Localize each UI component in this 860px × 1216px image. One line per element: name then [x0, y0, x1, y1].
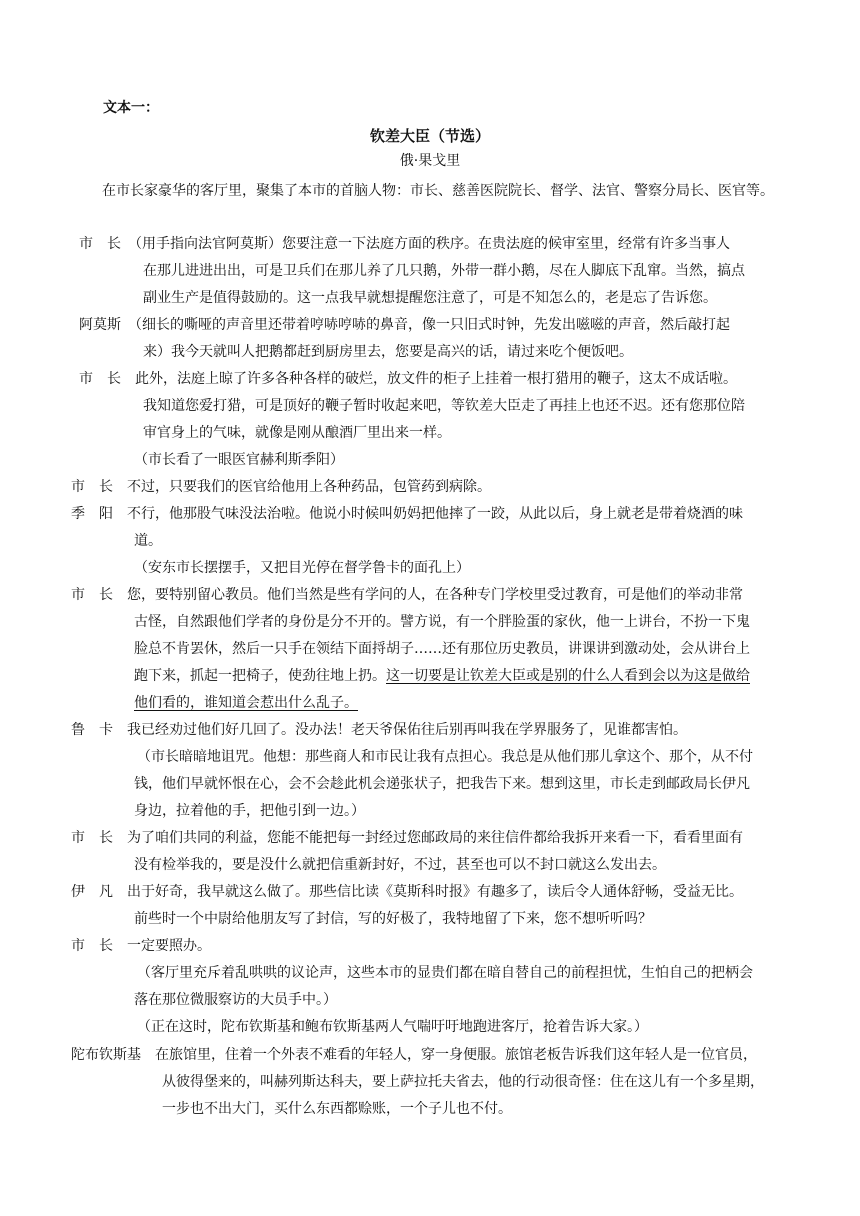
dialogue-line: 副业生产是值得鼓励的。这一点我早就想提醒您注意了，可是不知怎么的，老是忘了告诉您。: [143, 290, 717, 306]
dialogue-line: 从彼得堡来的，叫赫列斯达科夫，要上萨拉托夫省去，他的行动很奇怪：住在这儿有一个多星期，: [162, 1074, 764, 1090]
stage-direction: （客厅里充斥着乱哄哄的议论声，这些本市的显贵们都在暗自替自己的前程担忧，生怕自己的把柄会: [137, 965, 753, 981]
dialogue-line: 在那儿进进出出，可是卫兵们在那儿养了几只鹅，外带一群小鹅，尽在人脚底下乱窜。当然，搞点: [143, 263, 745, 279]
text-label: 文本一：: [103, 100, 159, 116]
dialogue-line: 古怪，自然跟他们学者的身份是分不开的。譬方说，有一个胖脸蛋的家伙，他一上讲台，不扮一下鬼: [134, 614, 750, 630]
dialogue-line: 季 阳 不行，他那股气味没法治啦。他说小时候叫奶妈把他摔了一跤，从此以后，身上就老是带着烧酒的味: [71, 506, 743, 522]
dialogue-line: 前些时一个中尉给他朋友写了封信，写的好极了，我特地留了下来，您不想听听吗？: [134, 911, 652, 927]
dialogue-line: 阿莫斯 （细长的嘶哑的声音里还带着哼哧哼哧的鼻音，像一只旧式时钟，先发出嗞嗞的声音，然后敲打起: [79, 317, 730, 333]
dialogue-line: 陀布钦斯基 在旅馆里，住着一个外表不难看的年轻人，穿一身便服。旅馆老板告诉我们这年轻人是一位官员，: [71, 1047, 757, 1063]
dialogue-line: 审官身上的气味，就像是刚从酿酒厂里出来一样。: [143, 425, 451, 441]
dialogue-line: 道。: [134, 533, 162, 549]
dialogue-line: 市 长 一定要照办。: [71, 938, 211, 954]
dialogue-line: 鲁 卡 我已经劝过他们好几回了。没办法！老天爷保佑往后别再叫我在学界服务了，见谁都害怕。: [71, 722, 687, 738]
dialogue-line: 市 长 为了咱们共同的利益，您能不能把每一封经过您邮政局的来往信件都给我拆开来看一下，看看里面有: [71, 830, 743, 846]
dialogue-line: 市 长 不过，只要我们的医官给他用上各种药品，包管药到病除。: [71, 479, 491, 495]
play-title: 钦差大臣（节选）: [369, 127, 490, 145]
dialogue-line: 一步也不出大门，买什么东西都赊账，一个子儿也不付。: [162, 1101, 512, 1117]
dialogue-line: 市 长 （用手指向法官阿莫斯）您要注意一下法庭方面的秩序。在贵法庭的候审室里，经常有许多当事人: [79, 236, 730, 252]
stage-direction: （市长暗暗地诅咒。他想：那些商人和市民让我有点担心。我总是从他们那儿拿这个、那个，从不付: [137, 749, 753, 765]
underlined-text: 这一切要是让钦差大臣或是别的什么人看到会以为这是做给: [386, 668, 750, 684]
intro-paragraph: 在市长家豪华的客厅里，聚集了本市的首脑人物：市长、慈善医院院长、督学、法官、警察分局长、医官等。: [102, 183, 774, 199]
stage-direction: （安东市长摆摆手，又把目光停在督学鲁卡的面孔上）: [134, 560, 470, 576]
stage-direction: 钱，他们早就怀恨在心，会不会趁此机会递张状子，把我告下来。想到这里，市长走到邮政局长伊凡: [134, 776, 750, 792]
stage-direction: 落在那位微服察访的大员手中。）: [134, 992, 337, 1008]
dialogue-line: 没有检举我的，要是没什么就把信重新封好，不过，甚至也可以不封口就这么发出去。: [134, 857, 666, 873]
stage-direction: （市长看了一眼医官赫利斯季阳）: [134, 452, 344, 468]
dialogue-line: 来）我今天就叫人把鹅都赶到厨房里去，您要是高兴的话，请过来吃个便饭吧。: [143, 344, 633, 360]
dialogue-line-part: [134, 666, 750, 688]
stage-direction: 身边，拉着他的手，把他引到一边。）: [134, 803, 365, 819]
dialogue-text: 跑下来，抓起一把椅子，使劲往地上扔。: [134, 668, 386, 684]
dialogue-line: 我知道您爱打猎，可是顶好的鞭子暂时收起来吧，等钦差大臣走了再挂上也还不迟。还有您那位陪: [143, 398, 745, 414]
dialogue-line: 脸总不肯罢休，然后一只手在领结下面捋胡子……还有那位历史教员，讲课讲到激动处，会从讲台上: [134, 641, 750, 657]
dialogue-line: 伊 凡 出于好奇，我早就这么做了。那些信比读《莫斯科时报》有趣多了，读后令人通体舒畅，受益无比。: [71, 884, 743, 900]
author-line: 俄·果戈里: [399, 153, 461, 169]
dialogue-line: 市 长 此外，法庭上晾了许多各种各样的破烂，放文件的柜子上挂着一根打猎用的鞭子，这太不成话啦。: [79, 371, 737, 387]
stage-direction: （正在这时，陀布钦斯基和鲍布钦斯基两人气喘吁吁地跑进客厅，抢着告诉大家。）: [137, 1019, 648, 1035]
underlined-text: 他们看的，谁知道会惹出什么乱子。: [134, 695, 358, 711]
dialogue-line: 市 长 您，要特别留心教员。他们当然是些有学问的人，在各种专门学校里受过教育，可是他们的举动非常: [71, 587, 743, 603]
